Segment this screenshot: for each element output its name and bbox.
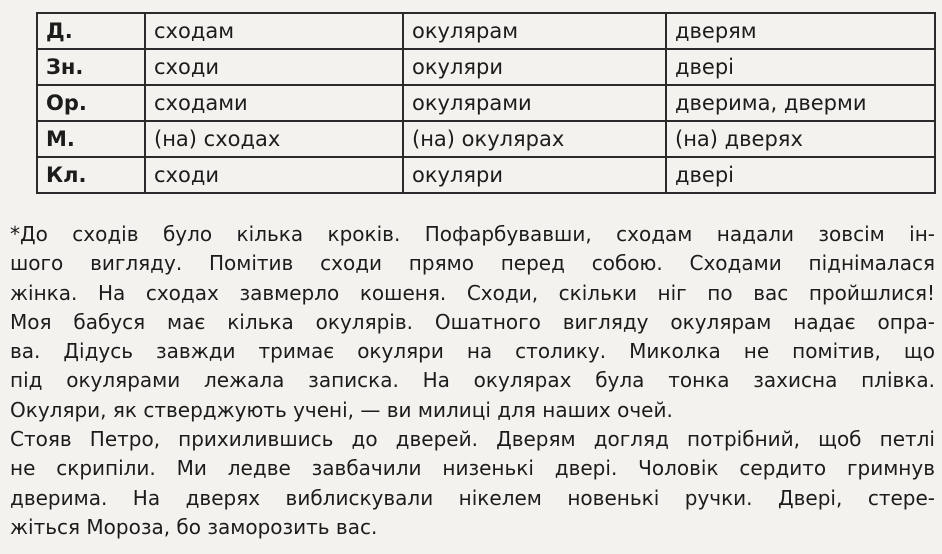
case-cell: Д. — [37, 13, 145, 49]
table-cell: двері — [666, 157, 935, 193]
table-cell: двері — [666, 49, 935, 85]
text-line: *До сходів було кілька кроків. Пофарбувавши, сходам надали зовсім ін- — [10, 222, 935, 246]
table-cell: окуляри — [403, 49, 666, 85]
case-cell: М. — [37, 121, 145, 157]
table-cell: дверима, дверми — [666, 85, 935, 121]
text-line: жінка. На сходах завмерло кошеня. Сходи, скільки ніг по вас пройшлися! — [10, 280, 935, 305]
declension-table — [36, 12, 936, 194]
table-cell: сходи — [145, 49, 403, 85]
answer-text — [10, 220, 935, 542]
table-cell: окулярам — [403, 13, 666, 49]
case-cell: Кл. — [37, 157, 145, 193]
table-cell: (на) дверях — [666, 121, 935, 157]
table-cell: (на) окулярах — [403, 121, 666, 157]
text-line: дверима. На дверях виблискували нікелем новенькі ручки. Двері, стере- — [10, 485, 935, 510]
table-cell: (на) сходах — [145, 121, 403, 157]
table-row — [37, 13, 935, 49]
text-line: Стояв Петро, прихилившись до дверей. Дверям догляд потрібний, щоб петлі — [10, 427, 935, 452]
table-row — [37, 49, 935, 85]
table-row — [37, 85, 935, 121]
case-cell: Зн. — [37, 49, 145, 85]
text-line: не скрипіли. Ми ледве завбачили низенькі двері. Чоловік сердито гримнув — [10, 456, 935, 481]
case-cell: Ор. — [37, 85, 145, 121]
table-cell: сходам — [145, 13, 403, 49]
text-line: під окулярами лежала записка. На окулярах була тонка захисна плівка. — [10, 368, 935, 393]
table-row — [37, 121, 935, 157]
text-line: Окуляри, як стверджують учені, — ви милиці для наших очей. — [10, 397, 673, 422]
table-cell: окулярами — [403, 85, 666, 121]
table-row — [37, 157, 935, 193]
text-line: Моя бабуся має кілька окулярів. Ошатного вигляду окулярам надає опра- — [10, 309, 935, 334]
text-line: ва. Дідусь завжди тримає окуляри на столику. Миколка не помітив, що — [10, 339, 935, 364]
text-line: жіться Мороза, бо заморозить вас. — [10, 514, 378, 539]
table-cell: окуляри — [403, 157, 666, 193]
table-cell: сходи — [145, 157, 403, 193]
table-cell: дверям — [666, 13, 935, 49]
table-cell: сходами — [145, 85, 403, 121]
text-line: шого вигляду. Помітив сходи прямо перед собою. Сходами піднімалася — [10, 251, 935, 276]
